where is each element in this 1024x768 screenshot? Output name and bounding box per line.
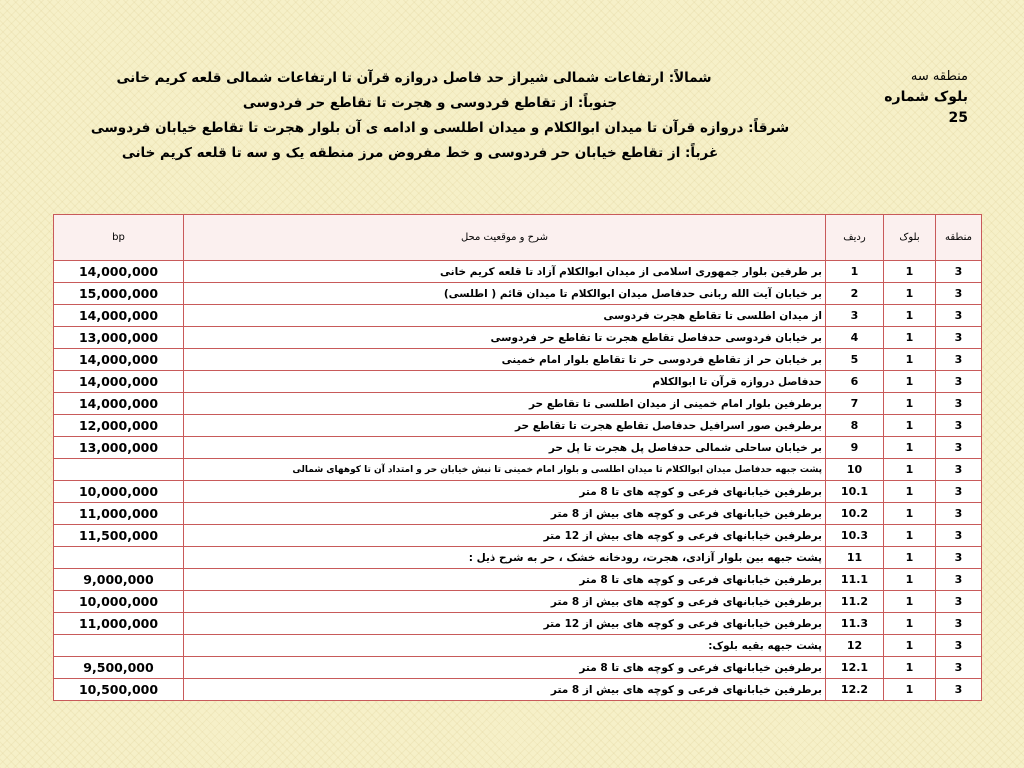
row-number-cell: 4 [826,327,884,349]
block-cell: 1 [884,349,936,371]
row-number-cell: 3 [826,305,884,327]
block-cell: 1 [884,525,936,547]
block-cell: 1 [884,547,936,569]
table-row [54,547,982,569]
price-table [53,214,982,701]
row-number-cell: 11.3 [826,613,884,635]
region-cell: 3 [936,569,982,591]
region-cell: 3 [936,481,982,503]
description-cell: بر خیابان حر از تقاطع فردوسی حر تا تقاطع بلوار امام خمینی [184,349,826,371]
table-row [54,305,982,327]
table-row [54,371,982,393]
table-row [54,569,982,591]
price-cell: 14,000,000 [54,393,184,415]
row-number-cell: 11.1 [826,569,884,591]
column-header-region: منطقه [936,215,982,261]
price-cell: 9,000,000 [54,569,184,591]
region-cell: 3 [936,305,982,327]
region-cell: 3 [936,635,982,657]
table-row [54,393,982,415]
description-cell: حدفاصل دروازه قرآن تا ابوالکلام [184,371,826,393]
block-cell: 1 [884,613,936,635]
table-row [54,481,982,503]
block-cell: 1 [884,591,936,613]
price-cell: 13,000,000 [54,327,184,349]
row-number-cell: 10.3 [826,525,884,547]
block-cell: 1 [884,503,936,525]
price-cell: 12,000,000 [54,415,184,437]
table-row [54,503,982,525]
price-cell: 11,000,000 [54,503,184,525]
description-cell: بر خیابان آیت الله ربانی حدفاصل میدان ابوالکلام تا میدان قائم ( اطلسی) [184,283,826,305]
table-row [54,437,982,459]
price-cell: 14,000,000 [54,349,184,371]
block-cell: 1 [884,261,936,283]
description-cell: برطرفین خیابانهای فرعی و کوچه های تا 8 متر [184,657,826,679]
description-cell: پشت جبهه بقیه بلوک: [184,635,826,657]
row-number-cell: 12.2 [826,679,884,701]
block-borders [60,66,820,166]
description-cell: بر خیابان ساحلی شمالی حدفاصل پل هجرت تا پل حر [184,437,826,459]
price-cell: 10,000,000 [54,591,184,613]
north-border-text: شمالاً: ارتفاعات شمالی شیراز حد فاصل دروازه قرآن تا ارتفاعات شمالی قلعه کریم خانی [116,70,712,86]
table-header-row [54,215,982,261]
block-cell: 1 [884,305,936,327]
region-cell: 3 [936,393,982,415]
region-cell: 3 [936,349,982,371]
row-number-cell: 12.1 [826,657,884,679]
description-cell: از میدان اطلسی تا تقاطع هجرت فردوسی [184,305,826,327]
price-cell: 11,000,000 [54,613,184,635]
description-cell: برطرفین خیابانهای فرعی و کوچه های تا 8 متر [184,481,826,503]
row-number-cell: 10.1 [826,481,884,503]
row-number-cell: 6 [826,371,884,393]
table-row [54,657,982,679]
region-cell: 3 [936,371,982,393]
block-cell: 1 [884,657,936,679]
block-cell: 1 [884,437,936,459]
row-number-cell: 7 [826,393,884,415]
price-cell: 14,000,000 [54,261,184,283]
table-row [54,635,982,657]
price-cell: 14,000,000 [54,305,184,327]
block-cell: 1 [884,569,936,591]
row-number-cell: 9 [826,437,884,459]
description-cell: بر طرفین بلوار جمهوری اسلامی از میدان ابوالکلام آزاد تا قلعه کریم خانی [184,261,826,283]
description-cell: برطرفین خیابانهای فرعی و کوچه های تا 8 متر [184,569,826,591]
region-cell: 3 [936,327,982,349]
region-cell: 3 [936,459,982,481]
price-cell [54,547,184,569]
region-cell: 3 [936,283,982,305]
description-cell: پشت جبهه بین بلوار آزادی، هجرت، رودخانه خشک ، حر به شرح ذیل : [184,547,826,569]
column-header-description: شرح و موقعیت محل [184,215,826,261]
description-cell: برطرفین بلوار امام خمینی از میدان اطلسی تا تقاطع حر [184,393,826,415]
region-cell: 3 [936,415,982,437]
block-cell: 1 [884,393,936,415]
block-cell: 1 [884,481,936,503]
south-border-text: جنوباً: از تقاطع فردوسی و هجرت تا تقاطع حر فردوسی [242,95,618,111]
region-label: منطقه سه [910,69,968,84]
table-row [54,613,982,635]
block-cell: 1 [884,327,936,349]
row-number-cell: 11 [826,547,884,569]
column-header-row: ردیف [826,215,884,261]
region-cell: 3 [936,547,982,569]
region-cell: 3 [936,437,982,459]
table-row [54,415,982,437]
row-number-cell: 1 [826,261,884,283]
column-header-block: بلوک [884,215,936,261]
price-cell: 15,000,000 [54,283,184,305]
table-row [54,327,982,349]
description-cell: برطرفین خیابانهای فرعی و کوچه های بیش از 12 متر [184,613,826,635]
block-cell: 1 [884,459,936,481]
block-cell: 1 [884,415,936,437]
region-block [868,66,968,129]
column-header-price: bp [54,215,184,261]
table-row [54,349,982,371]
block-cell: 1 [884,635,936,657]
table-row [54,283,982,305]
row-number-cell: 11.2 [826,591,884,613]
region-cell: 3 [936,503,982,525]
block-label: بلوک شماره 25 [884,89,968,126]
row-number-cell: 2 [826,283,884,305]
price-cell: 13,000,000 [54,437,184,459]
row-number-cell: 12 [826,635,884,657]
region-cell: 3 [936,679,982,701]
row-number-cell: 10 [826,459,884,481]
description-cell: پشت جبهه حدفاصل میدان ابوالکلام تا میدان اطلسی و بلوار امام خمینی تا نبش خیابان حر و امتداد آن تا کوههای شمالی [184,459,826,481]
price-cell: 10,500,000 [54,679,184,701]
table-body [54,261,982,701]
description-cell: بر خیابان فردوسی حدفاصل تقاطع هجرت تا تقاطع حر فردوسی [184,327,826,349]
table-row [54,261,982,283]
description-cell: برطرفین خیابانهای فرعی و کوچه های بیش از 12 متر [184,525,826,547]
block-cell: 1 [884,679,936,701]
row-number-cell: 8 [826,415,884,437]
description-cell: برطرفین خیابانهای فرعی و کوچه های بیش از 8 متر [184,503,826,525]
description-cell: برطرفین خیابانهای فرعی و کوچه های بیش از 8 متر [184,679,826,701]
price-cell [54,459,184,481]
west-border-text: غرباً: از تقاطع خیابان حر فردوسی و خط مفروض مرز منطقه یک و سه تا قلعه کریم خانی [121,145,719,161]
description-cell: برطرفین خیابانهای فرعی و کوچه های بیش از 8 متر [184,591,826,613]
price-cell: 14,000,000 [54,371,184,393]
price-cell: 11,500,000 [54,525,184,547]
price-cell [54,635,184,657]
east-border-text: شرقاً: دروازه قرآن تا میدان ابوالکلام و میدان اطلسی و ادامه ی آن بلوار هجرت تا تقاطع خیابان فردوسی [90,120,790,136]
table-row [54,525,982,547]
price-cell: 10,000,000 [54,481,184,503]
region-cell: 3 [936,613,982,635]
block-cell: 1 [884,371,936,393]
block-cell: 1 [884,283,936,305]
region-cell: 3 [936,525,982,547]
row-number-cell: 10.2 [826,503,884,525]
price-cell: 9,500,000 [54,657,184,679]
table-row [54,591,982,613]
row-number-cell: 5 [826,349,884,371]
region-cell: 3 [936,591,982,613]
region-cell: 3 [936,657,982,679]
table-row [54,679,982,701]
table-row [54,459,982,481]
description-cell: برطرفین صور اسرافیل حدفاصل تقاطع هجرت تا تقاطع حر [184,415,826,437]
region-cell: 3 [936,261,982,283]
